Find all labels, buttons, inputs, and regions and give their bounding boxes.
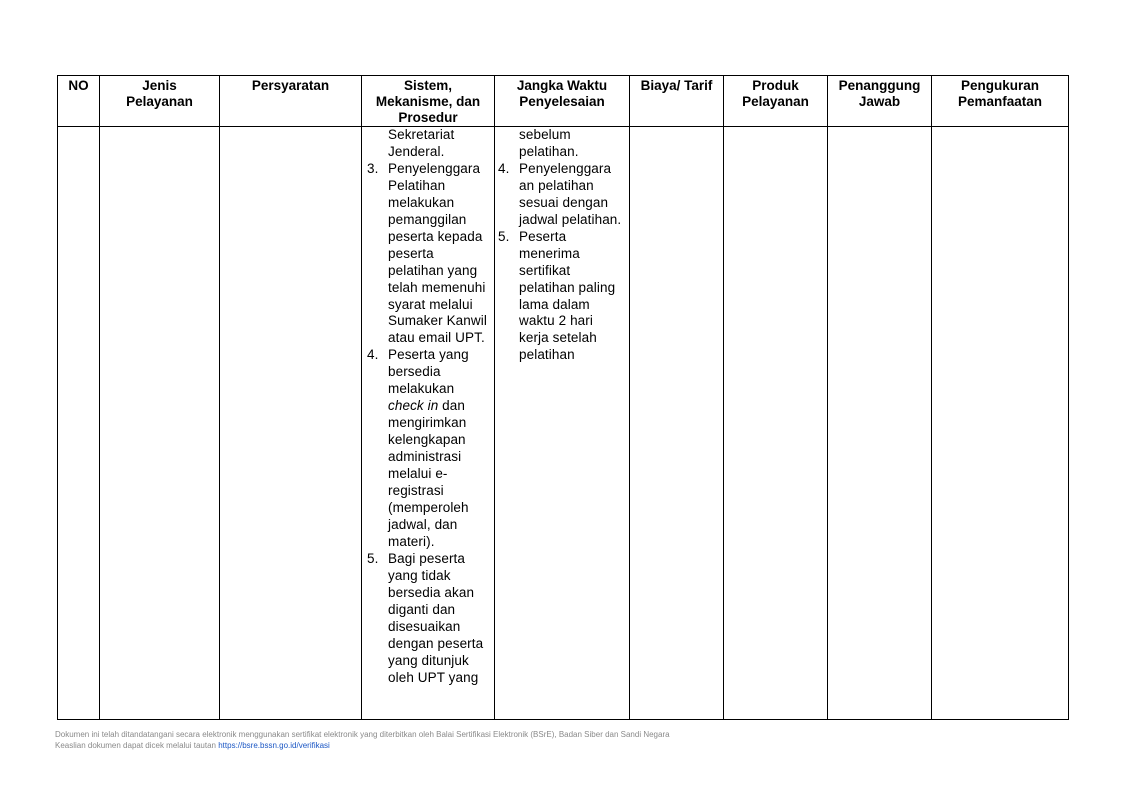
cell-produk [724, 127, 828, 720]
list-item: 5. Bagi peserta yang tidak bersedia akan diganti dan disesuaikan dengan peserta yang ditunjuk oleh UPT yang [367, 550, 484, 685]
header-row [58, 76, 1069, 127]
cell-jangka-waktu [495, 127, 630, 720]
sistem-continuation: Sekretariat Jenderal. [388, 127, 455, 159]
list-item: 3. Penyelenggara Pelatihan melakukan pemanggilan peserta kepada peserta pelatihan yang telah memenuhi syarat melalui Sumaker Kanwil atau email UPT. [367, 160, 487, 346]
cell-biaya [630, 127, 724, 720]
header-jenis-pelayanan: Jenis Pelayanan [100, 76, 220, 127]
service-standard-table [57, 75, 1069, 720]
cell-persyaratan [220, 127, 362, 720]
header-no: NO [58, 76, 100, 127]
list-item: 4. Peserta yang bersedia melakukan check in dan mengirimkan kelengkapan administrasi melalui e-registrasi (memperoleh jadwal, dan materi). [367, 347, 469, 549]
verification-link[interactable]: https://bsre.bssn.go.id/verifikasi [218, 741, 330, 750]
footer-signature-note: Dokumen ini telah ditandatangani secara elektronik menggunakan sertifikat elektronik yang diterbitkan oleh Balai Sertifikasi Elektronik (BSrE), Badan Siber dan Sandi Negara [55, 730, 670, 739]
jangka-continuation: sebelum pelatihan. [519, 127, 579, 159]
list-item: 4. Penyelenggara an pelatihan sesuai dengan jadwal pelatihan. [498, 160, 622, 227]
cell-penanggung-jawab [828, 127, 932, 720]
list-item: 5. Peserta menerima sertifikat pelatihan paling lama dalam waktu 2 hari kerja setelah pelatihan [498, 228, 616, 363]
header-pengukuran: Pengukuran Pemanfaatan [932, 76, 1069, 127]
header-sistem: Sistem, Mekanisme, dan Prosedur [362, 76, 495, 127]
cell-sistem [362, 127, 495, 720]
header-produk: Produk Pelayanan [724, 76, 828, 127]
header-penanggung-jawab: Penanggung Jawab [828, 76, 932, 127]
header-persyaratan: Persyaratan [220, 76, 362, 127]
cell-pengukuran [932, 127, 1069, 720]
cell-jenis-pelayanan [100, 127, 220, 720]
header-jangka-waktu: Jangka Waktu Penyelesaian [495, 76, 630, 127]
cell-no [58, 127, 100, 720]
footer-verification-note: Keaslian dokumen dapat dicek melalui tautan https://bsre.bssn.go.id/verifikasi [55, 741, 330, 750]
table-row [58, 127, 1069, 720]
header-biaya: Biaya/ Tarif [630, 76, 724, 127]
